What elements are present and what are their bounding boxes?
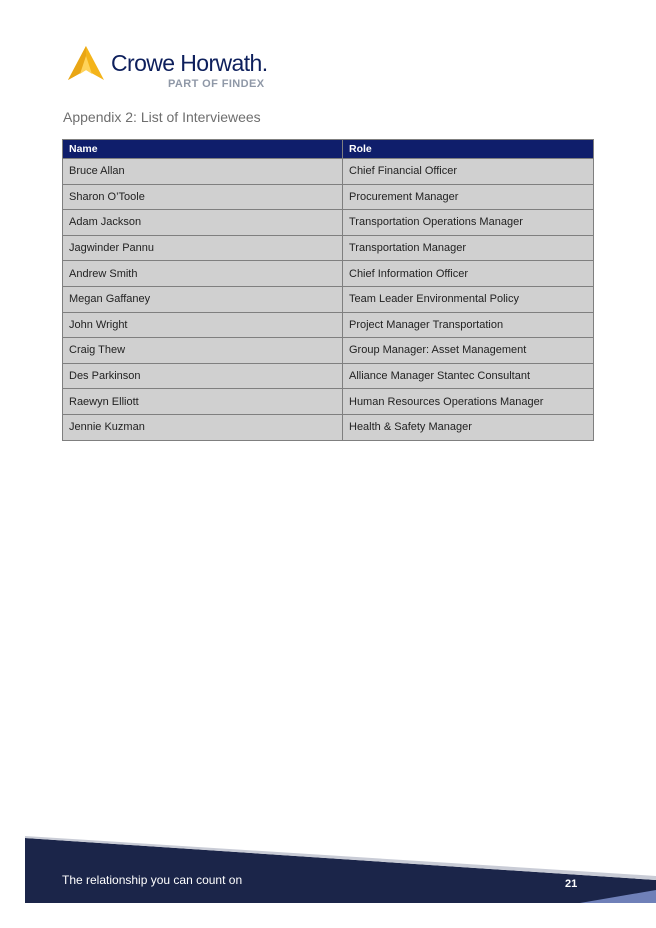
interviewee-role: Project Manager Transportation (343, 312, 594, 338)
interviewee-role: Alliance Manager Stantec Consultant (343, 363, 594, 389)
footer-banner (25, 836, 656, 903)
interviewee-name: Bruce Allan (63, 159, 343, 185)
crowe-horwath-logo (66, 44, 276, 94)
table-row (63, 286, 594, 312)
interviewee-role: Health & Safety Manager (343, 414, 594, 440)
interviewee-name: Jennie Kuzman (63, 414, 343, 440)
table-row (63, 338, 594, 364)
brand-name: Crowe Horwath. (111, 50, 268, 76)
interviewee-role: Transportation Operations Manager (343, 210, 594, 236)
interviewee-name: Megan Gaffaney (63, 286, 343, 312)
interviewee-name: Des Parkinson (63, 363, 343, 389)
interviewee-role: Team Leader Environmental Policy (343, 286, 594, 312)
interviewee-name: Sharon O’Toole (63, 184, 343, 210)
table-row (63, 235, 594, 261)
brand-subtitle: PART OF FINDEX (168, 78, 265, 90)
page-title: Appendix 2: List of Interviewees (63, 109, 261, 125)
footer-tagline: The relationship you can count on (62, 873, 243, 887)
interviewee-name: John Wright (63, 312, 343, 338)
interviewee-role: Human Resources Operations Manager (343, 389, 594, 415)
interviewee-name: Adam Jackson (63, 210, 343, 236)
interviewee-role: Group Manager: Asset Management (343, 338, 594, 364)
crowe-logo-mark-icon (66, 44, 106, 84)
header-name: Name (63, 140, 343, 159)
interviewee-role: Chief Financial Officer (343, 159, 594, 185)
interviewee-role: Transportation Manager (343, 235, 594, 261)
interviewee-name: Craig Thew (63, 338, 343, 364)
table-row (63, 184, 594, 210)
table-row (63, 210, 594, 236)
interviewee-name: Andrew Smith (63, 261, 343, 287)
interviewee-name: Jagwinder Pannu (63, 235, 343, 261)
table-header-row (63, 140, 594, 159)
table-row (63, 414, 594, 440)
interviewee-role: Chief Information Officer (343, 261, 594, 287)
interviewee-name: Raewyn Elliott (63, 389, 343, 415)
interviewee-role: Procurement Manager (343, 184, 594, 210)
table-row (63, 363, 594, 389)
table-row (63, 159, 594, 185)
page-number: 21 (565, 878, 578, 890)
footer-banner-shape (25, 836, 656, 903)
table-row (63, 389, 594, 415)
interviewees-table (62, 139, 594, 441)
table-row (63, 312, 594, 338)
table-row (63, 261, 594, 287)
header-role: Role (343, 140, 594, 159)
